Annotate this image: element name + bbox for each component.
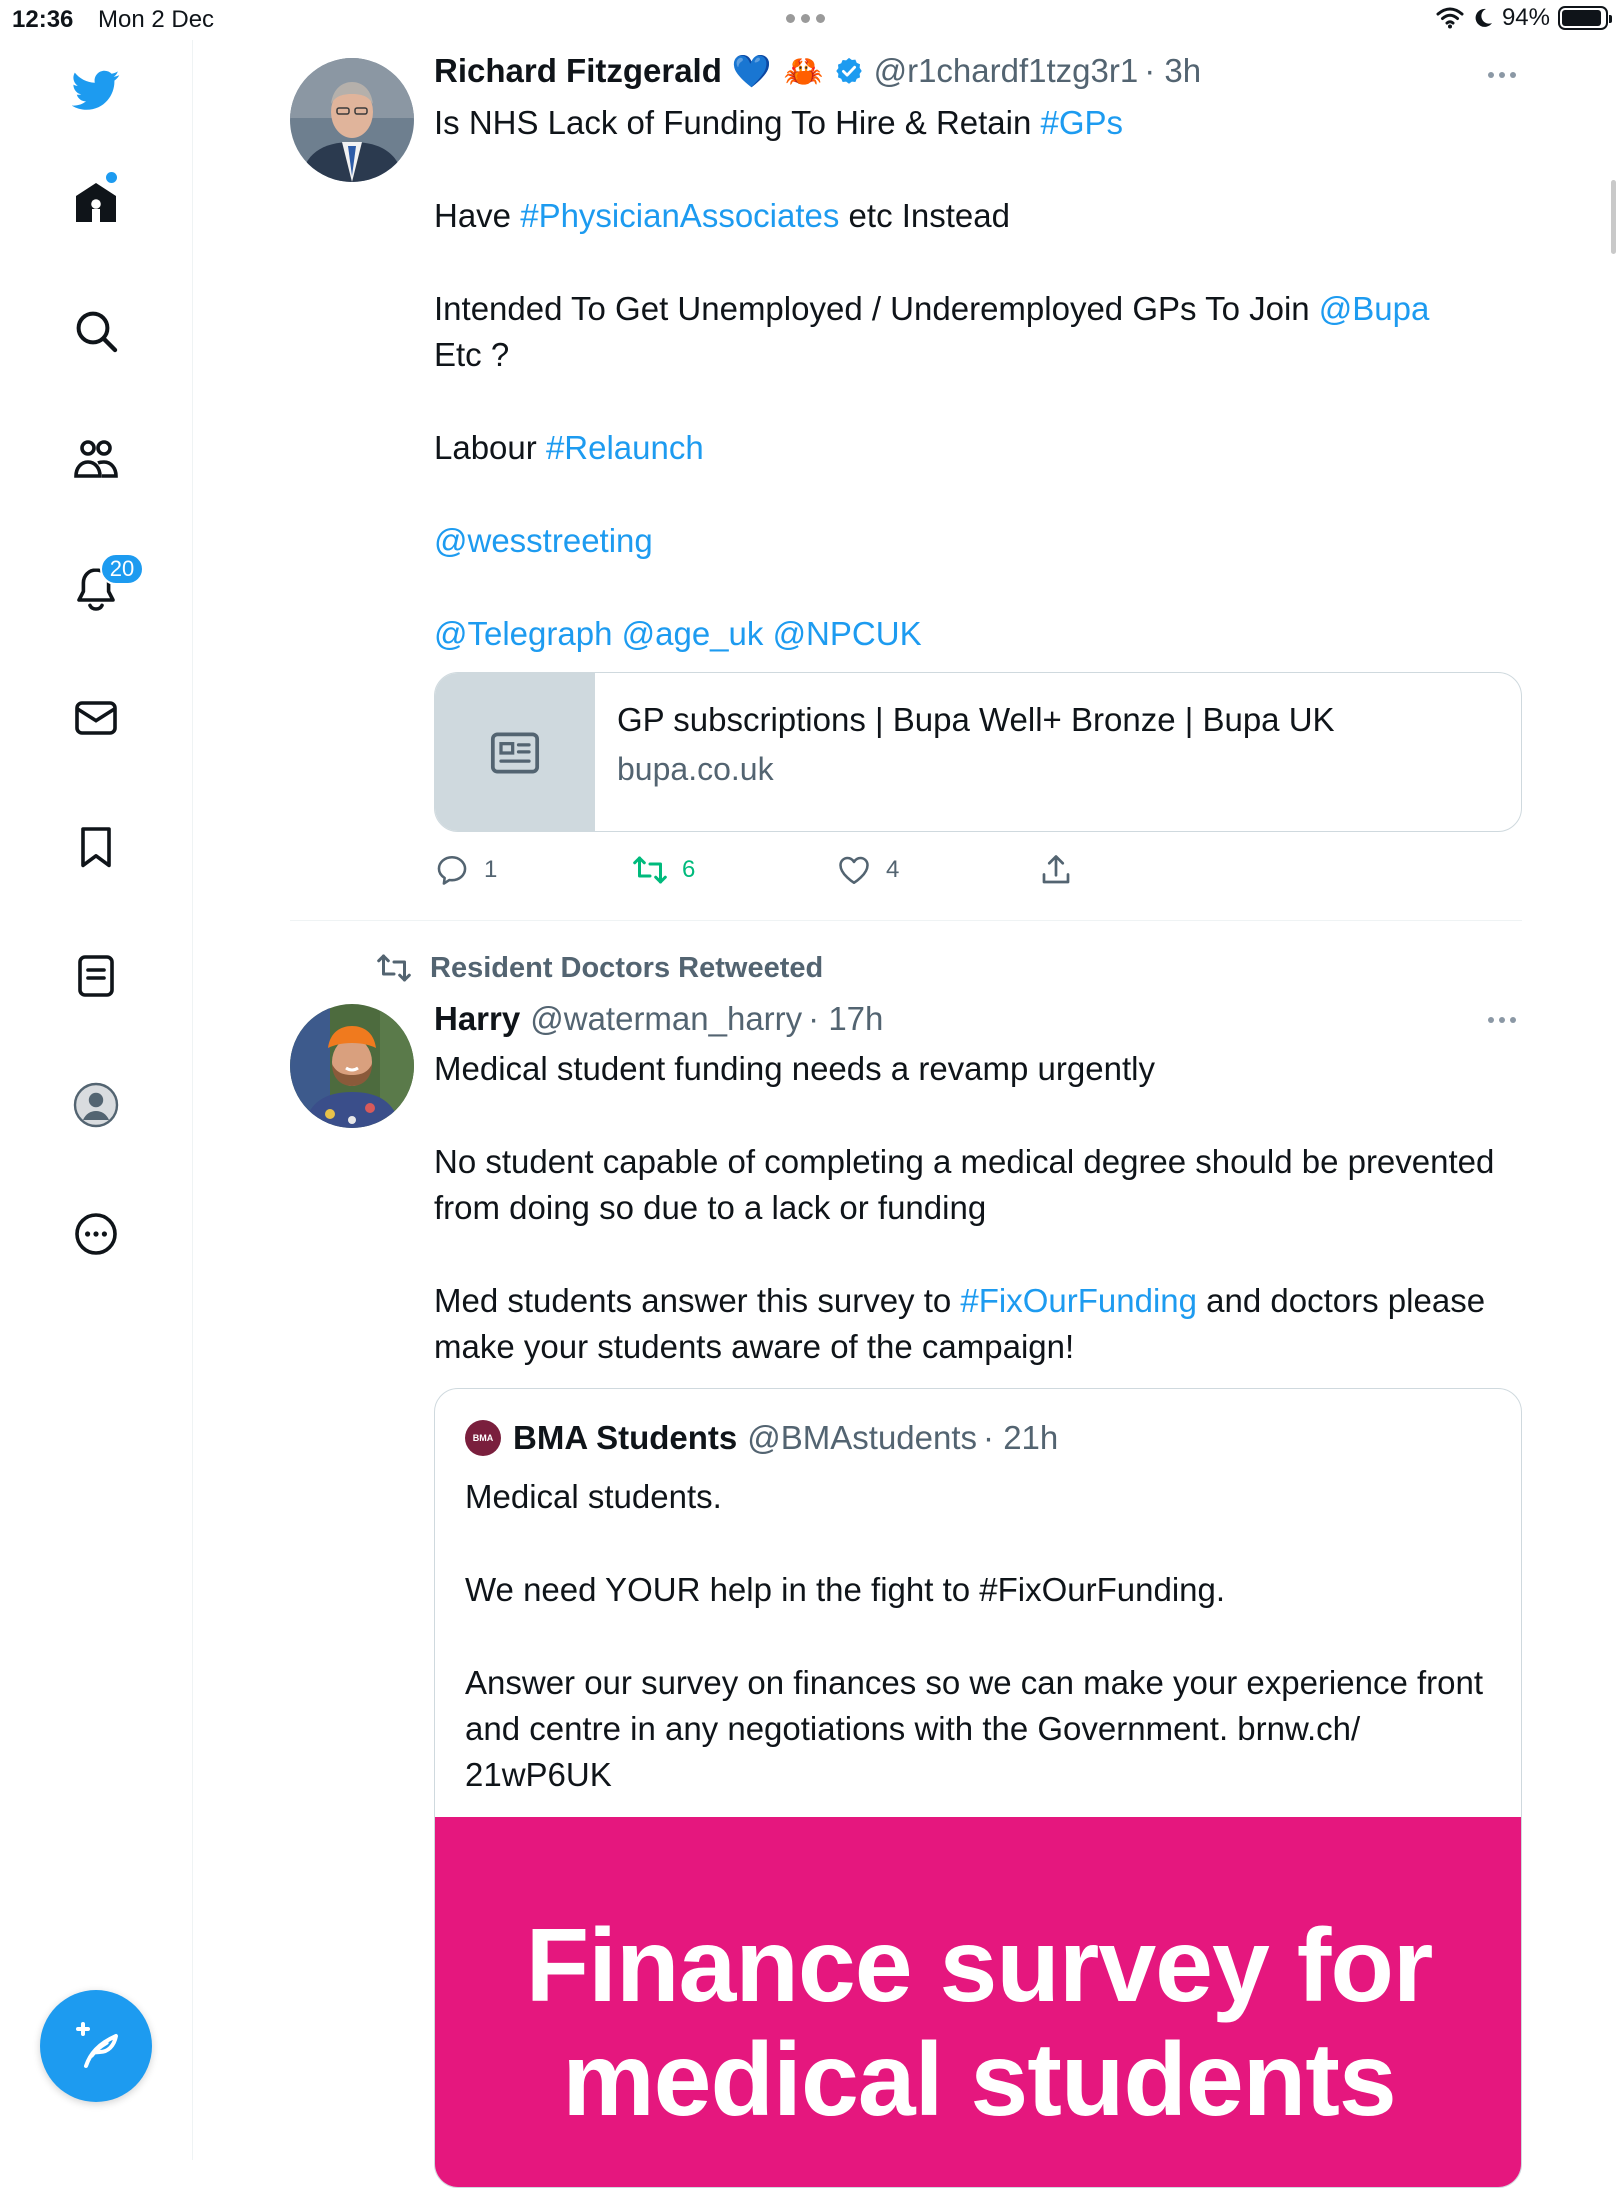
home-new-dot (106, 172, 117, 183)
status-indicators (1436, 4, 1608, 32)
home-icon[interactable] (70, 176, 122, 228)
reply-count: 1 (484, 856, 498, 883)
tweet-1-actions (434, 852, 1134, 892)
people-icon[interactable] (70, 434, 122, 486)
envelope-icon[interactable] (70, 692, 122, 744)
retweet-count: 6 (682, 856, 696, 883)
reply-icon (434, 852, 470, 888)
tweet-1-text: Is NHS Lack of Funding To Hire & Retain #GPs Have #PhysicianAssociates etc Instead Intended To Get Unemployed / Underemployed GPs To Join @Bupa Etc ? Labour #Relaunch @wesstreeting @Telegraph @age_uk @NPCUK (434, 104, 1430, 652)
scrollbar[interactable] (1611, 180, 1616, 254)
mention-telegraph[interactable]: @Telegraph (434, 615, 613, 652)
quoted-handle: @BMAstudents (747, 1419, 978, 1456)
card-thumbnail (435, 673, 595, 832)
battery-icon (1558, 6, 1608, 30)
profile-icon[interactable] (70, 1079, 122, 1131)
tweet-1-author[interactable]: Richard Fitzgerald (434, 52, 722, 89)
status-time: 12:36 (12, 6, 74, 33)
retweet-small-icon (376, 950, 412, 986)
tweet-2-header (434, 1000, 883, 1038)
card-domain: bupa.co.uk (617, 751, 774, 787)
battery-percent: 94% (1501, 4, 1550, 31)
article-icon (487, 725, 543, 781)
status-bar (0, 0, 1620, 40)
multitasking-dots-icon[interactable] (786, 14, 825, 23)
mention-npcuk[interactable]: @NPCUK (772, 615, 922, 652)
compose-tweet-button[interactable] (40, 1990, 152, 2102)
hashtag-relaunch[interactable]: #Relaunch (545, 429, 704, 466)
mention-wesstreeting[interactable]: @wesstreeting (434, 522, 653, 559)
crab-emoji: 🦀 (783, 53, 824, 89)
moon-icon (1472, 7, 1494, 29)
wifi-icon (1436, 7, 1464, 29)
tweet-2-text: Medical student funding needs a revamp urgently No student capable of completing a medical degree should be prevented from doing so due to a lack or funding Med students answer this survey to #FixOurFunding and doctors please make your students aware of the campaign! (434, 1050, 1495, 1365)
mention-bupa[interactable]: @Bupa (1318, 290, 1430, 327)
notification-badge: 20 (100, 553, 144, 585)
card-title: GP subscriptions | Bupa Well+ Bronze | Bupa UK (617, 701, 1335, 738)
finance-survey-image[interactable] (435, 1817, 1522, 2188)
retweet-icon (632, 852, 668, 888)
like-count: 4 (886, 856, 900, 883)
avatar-richard-fitzgerald[interactable] (290, 58, 414, 182)
blue-heart-emoji: 💙 (731, 53, 772, 89)
quoted-tweet-header (465, 1419, 1058, 1457)
tweet-1-handle[interactable]: @r1chardf1tzg3r1 (873, 52, 1139, 89)
quoted-text: Medical students. We need YOUR help in the fight to #FixOurFunding. Answer our survey on finances so we can make your experience front and centre in any negotiations with the Government. brnw.ch/ 21wP6UK (465, 1478, 1484, 1793)
tweet-1-time[interactable]: · 3h (1144, 52, 1202, 89)
tweet-2-more-icon[interactable] (1488, 1017, 1516, 1023)
more-circle-icon[interactable] (70, 1208, 122, 1260)
status-date: Mon 2 Dec (98, 6, 215, 33)
search-icon[interactable] (70, 305, 122, 357)
bookmark-icon[interactable] (70, 821, 122, 873)
avatar-harry[interactable] (290, 1004, 414, 1128)
share-icon (1038, 852, 1074, 888)
retweeted-by-text[interactable]: Resident Doctors Retweeted (430, 951, 824, 984)
heart-icon (836, 852, 872, 888)
tweet-divider (290, 920, 1522, 921)
feather-plus-icon (70, 2020, 122, 2072)
list-icon[interactable] (70, 950, 122, 1002)
quoted-time: · 21h (983, 1419, 1059, 1456)
hashtag-gps[interactable]: #GPs (1040, 104, 1124, 141)
like-button[interactable] (836, 852, 899, 888)
mention-age-uk[interactable]: @age_uk (621, 615, 764, 652)
quoted-tweet[interactable] (434, 1388, 1522, 2188)
retweeted-by-label (376, 950, 823, 986)
tweet-2-handle[interactable]: @waterman_harry (530, 1000, 803, 1037)
bma-logo: BMA (465, 1420, 501, 1456)
survey-image-title: Finance survey for medical students (525, 1908, 1433, 2138)
tweet-2-author[interactable]: Harry (434, 1000, 521, 1037)
verified-badge-icon (834, 56, 864, 86)
hashtag-physician-associates[interactable]: #PhysicianAssociates (520, 197, 840, 234)
battery-level (1562, 10, 1601, 26)
reply-button[interactable] (434, 852, 497, 888)
quoted-author: BMA Students (513, 1419, 738, 1456)
retweet-button[interactable] (632, 852, 695, 888)
tweet-2-time[interactable]: · 17h (808, 1000, 884, 1037)
link-card-bupa[interactable] (434, 672, 1522, 832)
share-button[interactable] (1038, 852, 1074, 888)
tweet-1-header (434, 52, 1201, 90)
hashtag-fix-our-funding[interactable]: #FixOurFunding (960, 1282, 1198, 1319)
tweet-1-more-icon[interactable] (1488, 72, 1516, 78)
twitter-logo-icon[interactable] (70, 64, 122, 116)
